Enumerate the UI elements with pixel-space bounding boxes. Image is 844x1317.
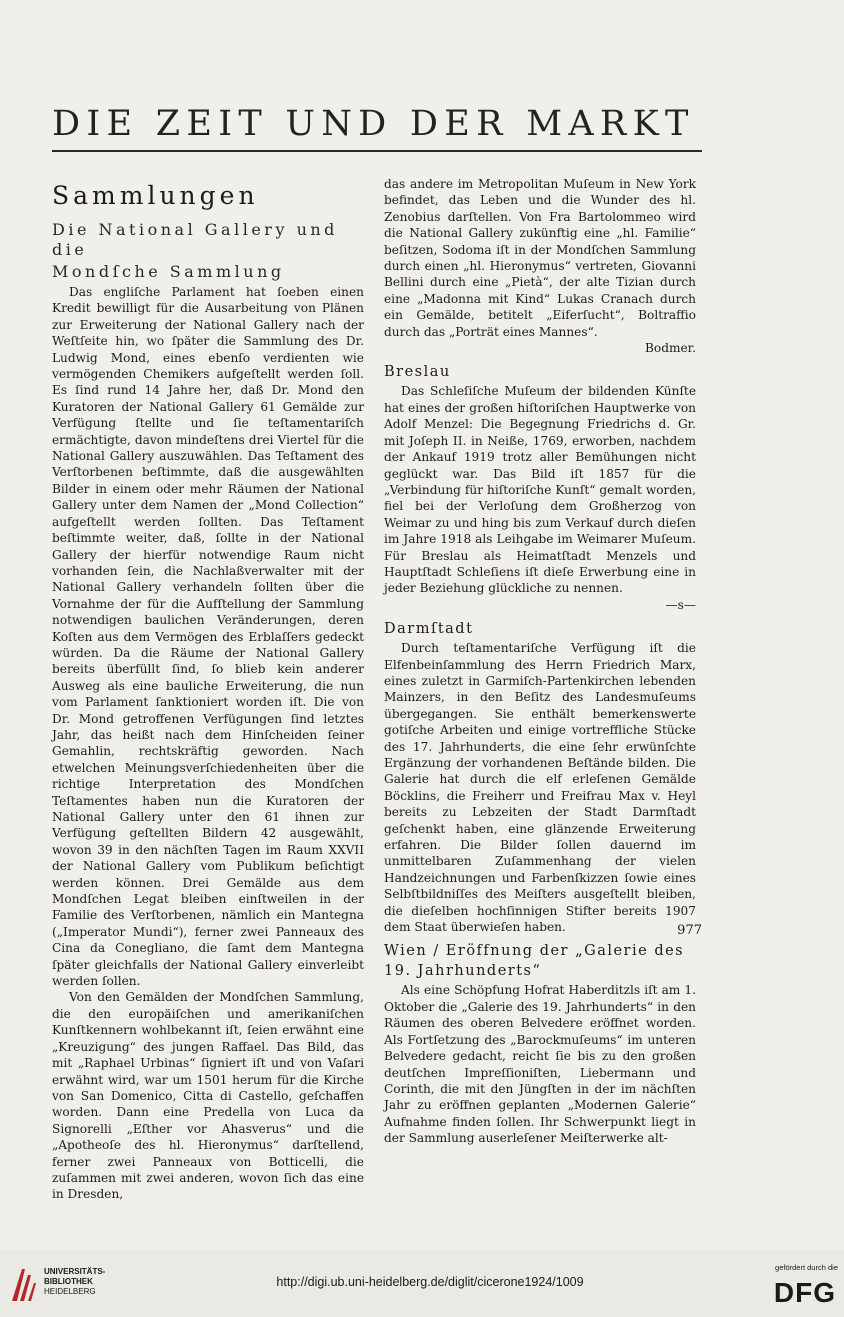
digitization-footer (0, 1255, 844, 1317)
header-rule (52, 150, 702, 152)
running-header: DIE ZEIT UND DER MARKT (52, 104, 695, 144)
author-signature: Bodmer. (644, 341, 696, 356)
university-library-logo-icon (8, 1265, 38, 1305)
city-heading: Wien / Eröffnung der „Galerie des 19. Jahrhunderts“ (384, 943, 685, 980)
article-title-line-1: Die National Gallery und die (52, 220, 338, 259)
uni-line: HEIDELBERG (44, 1287, 96, 1296)
paragraph: Das engliſche Parlament hat ſoeben einen Kredit bewilligt für die Ausarbeitung von Plänen zur Erweiterung der National Gallery nach der Weſtſeite hin, wo ſpäter die Sammlung des Dr. Ludwig Mond, eines ebenſo verdienten wie vermögenden Chemikers aufgeſtellt werden ſoll. Es ſind rund 14 Jahre her, daß Dr. Mond den Kuratoren der National Gallery 61 Gemälde zur Verfügung ſtellte und ſie teſtamentariſch ermächtigte, davon mindeſtens drei Viertel für die National Gallery auszuwählen. Das Teſtament des Verſtorbenen beſtimmte, daß die ausgewählten Bilder in einem oder mehr Räumen der National Gallery unter dem Namen der „Mond Collection“ aufgeſtellt werden ſollten. Das Teſtament beſtimmte weiter, daß, ſollte in der National Gallery der hierfür notwendige Raum nicht vorhanden ſein, die Nachlaßverwalter mit der National Gallery verhandeln ſollten über die Vornahme der für die Aufſtellung der Sammlung notwendigen baulichen Veränderungen, deren Koſten aus dem Vermögen des Erblaſſers gedeckt würden. Da die Räume der National Gallery bereits überfüllt ſind, ſo blieb kein anderer Ausweg als eine bauliche Erweiterung, die nun vom Parlament ſanktioniert worden iſt. Die von Dr. Mond getroffenen Verfügungen ſind letztes Jahr, das heißt nach dem Hinſcheiden ſeiner Gemahlin, rechtskräftig geworden. Nach etwelchen Meinungsverſchiedenheiten über die richtige Interpretation des Mondſchen Teſtamentes haben nun die Kuratoren der National Gallery unter den 61 ihnen zur Verfügung geſtellten Bildern 42 ausgewählt, wovon 39 in den nächſten Tagen im Raum XXVII der National Gallery vom Publikum beſichtigt werden können. Drei Gemälde aus dem Mondſchen Legat bleiben einſtweilen in der Familie des Verſtorbenen, nämlich ein Mantegna („Imperator Mundi“), ferner zwei Panneaux des Cina da Conegliano, die ſamt dem Mantegna ſpäter gleichfalls der National Gallery einverleibt werden ſollen. (52, 285, 364, 989)
paragraph: Durch teſtamentariſche Verfügung iſt die Elfenbeinſammlung des Herrn Friedrich Marx, eines zuletzt in Garmiſch-Partenkirchen lebenden Mainzers, in den Beſitz des Landesmuſeums übergegangen. Sie enthält bemerkenswerte gotiſche Arbeiten und einige vortreffliche Stücke des 17. Jahrhunderts, die eine ſehr erwünſchte Ergänzung der vorhandenen Beſtände bilden. Die Galerie hat durch die elf erleſenen Gemälde Böcklins, die Freiherr und Freifrau Max v. Heyl bereits zu Lebzeiten der Stadt Darmſtadt geſchenkt haben, eine glänzende Erweiterung erfahren. Die Bilder ſollen dauernd im unmittelbaren Zuſammenhang der vielen Handzeichnungen und Farbenſkizzen ſowie eines Selbſtbildniſſes des Meiſters ausgeſtellt bleiben, die dieſelben hochſinnigen Stifter bereits 1907 dem Staat überwieſen haben. (384, 641, 696, 935)
right-column (384, 176, 696, 1147)
uni-line: BIBLIOTHEK (44, 1277, 93, 1286)
article-title-line-2: Mondſche Sammlung (52, 262, 285, 281)
source-url-link[interactable]: http://digi.ub.uni-heidelberg.de/diglit/cicerone1924/1009 (276, 1275, 584, 1289)
city-heading: Breslau (384, 364, 451, 381)
left-column (52, 176, 364, 1203)
university-library-name (44, 1267, 134, 1297)
city-heading: Darmſtadt (384, 621, 474, 638)
paragraph: Das Schleſiſche Muſeum der bildenden Künſte hat eines der großen hiſtoriſchen Hauptwerke von Adolf Menzel: Die Begegnung Friedrichs d. Gr. mit Joſeph II. in Neiße, 1769, erworben, nachdem der Ankauf 1919 trotz aller Bemühungen nicht geglückt war. Das Bild iſt 1857 für die „Verbindung für hiſtoriſche Kunſt“ gemalt worden, fiel bei der Verloſung dem Großherzog von Weimar zu und hing bis zum Verkauf durch dieſen im Jahre 1918 als Leihgabe im Weimarer Muſeum. Für Breslau als Heimatſtadt Menzels und Hauptſtadt Schleſiens iſt dieſe Erwerbung eine in jeder Beziehung glückliche zu nennen. (384, 384, 696, 596)
page-number: 977 (677, 923, 702, 938)
dfg-logo: DFG (773, 1277, 836, 1308)
uni-line: UNIVERSITÄTS- (44, 1267, 106, 1276)
paragraph: das andere im Metropolitan Muſeum in New York befindet, das Leben und die Wunder des hl. Zenobius darſtellen. Von Fra Bartolommeo wird die National Gallery zukünftig eine „hl. Familie“ beſitzen, Sodoma iſt in der Mondſchen Sammlung durch einen „hl. Hieronymus“ vertreten, Giovanni Bellini durch eine „Pietà“, der alte Tizian durch eine „Madonna mit Kind“ Lukas Cranach durch ein Gemälde, betitelt „Eiferſucht“, Boltraffio durch das „Porträt eines Mannes“. (384, 177, 696, 339)
section-title: Sammlungen (52, 181, 259, 210)
paragraph: Als eine Schöpfung Hofrat Haberditzls iſt am 1. Oktober die „Galerie des 19. Jahrhunderts“ in den Räumen des oberen Belvedere eröffnet worden. Als Fortſetzung des „Barockmuſeums“ im unteren Belvedere gedacht, reicht ſie bis zu den großen deutſchen Impreſſioniſten, Liebermann und Corinth, die mit den Jüngſten in der im nächſten Jahr zu eröffnen geplanten „Modernen Galerie“ Aufnahme finden ſollen. Ihr Schwerpunkt liegt in der Sammlung auserleſener Meiſterwerke alt- (384, 983, 696, 1146)
paragraph: Von den Gemälden der Mondſchen Sammlung, die den europäiſchen und amerikaniſchen Kunſtkennern wohlbekannt iſt, ſeien erwähnt eine „Kreuzigung“ des jungen Raffael. Das Bild, das mit „Raphael Urbinas“ ſigniert iſt und von Vaſari erwähnt wird, war um 1501 herum für die Kirche von San Domenico, Citta di Castello, geſchaffen worden. Dann eine Predella von Luca da Signorelli „Eſther vor Ahasverus“ und die „Apotheoſe des hl. Hieronymus“ darſtellend, ferner zwei Panneaux von Botticelli, die zuſammen mit zwei anderen, wovon ſich das eine in Dresden, (52, 990, 364, 1202)
funding-note: gefördert durch die (775, 1263, 838, 1272)
author-signature: —s— (665, 597, 696, 612)
